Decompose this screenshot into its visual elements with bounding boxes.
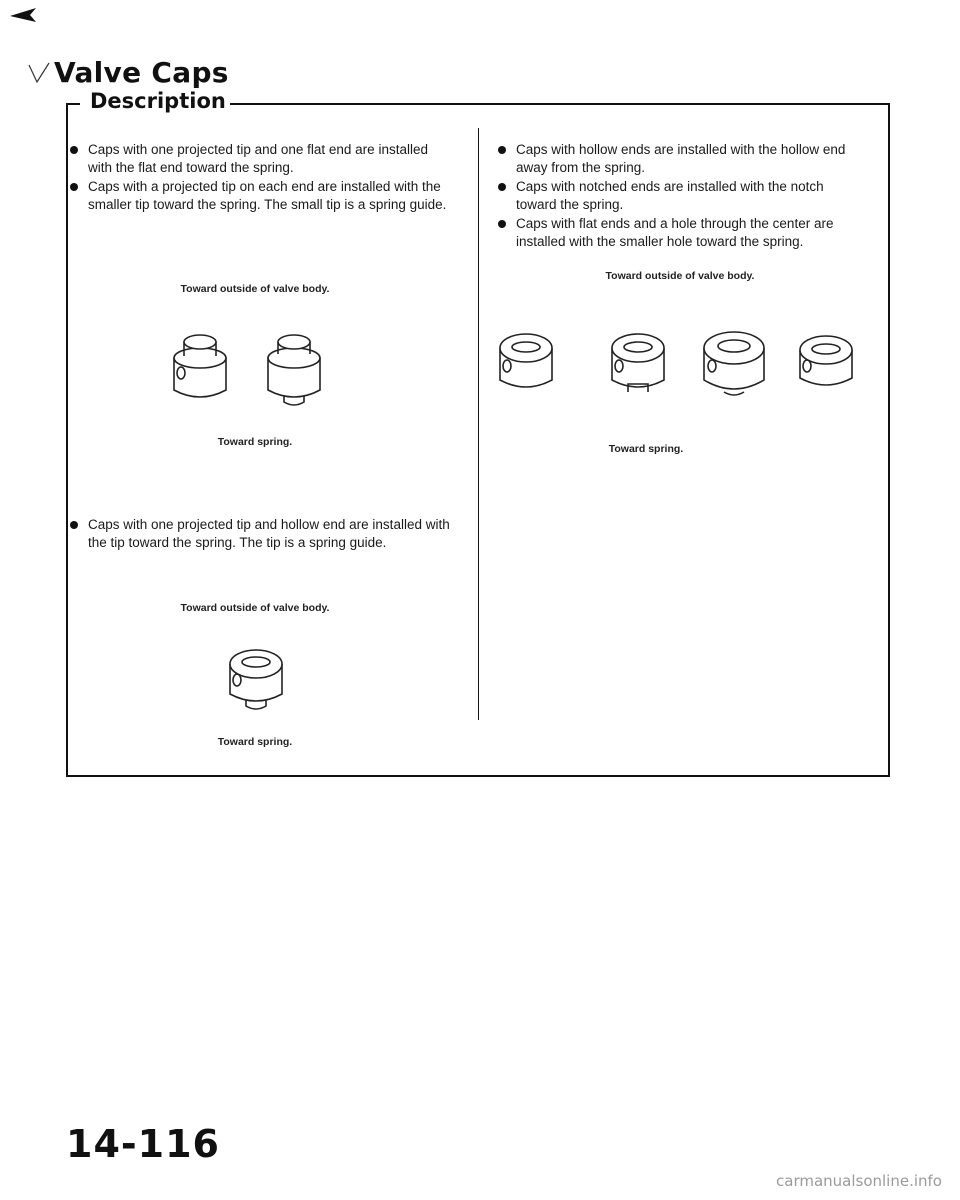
right-caption-top: Toward outside of valve body. bbox=[605, 270, 755, 282]
valve-cap-projected-tip-figure bbox=[220, 636, 292, 716]
left-bullets-bottom bbox=[66, 516, 452, 553]
bullet-item: Caps with one projected tip and hollow end are installed with the tip toward the spring. The tip is a spring guide. bbox=[66, 516, 452, 551]
left-bullets-top bbox=[66, 141, 452, 215]
section-title: Description bbox=[86, 89, 230, 113]
column-divider bbox=[478, 128, 479, 720]
valve-cap-flat-end-figure bbox=[164, 326, 236, 402]
right-caption-bottom: Toward spring. bbox=[608, 443, 684, 455]
page-title: Valve Caps bbox=[54, 56, 229, 89]
frame-top-stub bbox=[66, 103, 80, 105]
bullet-item: Caps with notched ends are installed with the notch toward the spring. bbox=[494, 178, 866, 213]
bullet-item: Caps with flat ends and a hole through the center are installed with the smaller hole toward the spring. bbox=[494, 215, 866, 250]
page-number: 14-116 bbox=[66, 1122, 220, 1166]
fig1-caption-top: Toward outside of valve body. bbox=[180, 283, 330, 295]
fig2-caption-top: Toward outside of valve body. bbox=[180, 602, 330, 614]
frame-top-line bbox=[215, 103, 888, 105]
fig1-caption-bottom: Toward spring. bbox=[217, 436, 293, 448]
valve-cap-hollow-end-figure bbox=[490, 322, 562, 402]
fig2-caption-bottom: Toward spring. bbox=[217, 736, 293, 748]
right-bullets bbox=[494, 141, 866, 252]
corner-arrow-icon bbox=[10, 8, 36, 22]
bullet-item: Caps with one projected tip and one flat end are installed with the flat end toward the spring. bbox=[66, 141, 452, 176]
checkmark-icon bbox=[28, 62, 50, 84]
bullet-item: Caps with a projected tip on each end are installed with the smaller tip toward the spring. The small tip is a spring guide. bbox=[66, 178, 452, 213]
watermark: carmanualsonline.info bbox=[776, 1172, 942, 1190]
bullet-item: Caps with hollow ends are installed with the hollow end away from the spring. bbox=[494, 141, 866, 176]
